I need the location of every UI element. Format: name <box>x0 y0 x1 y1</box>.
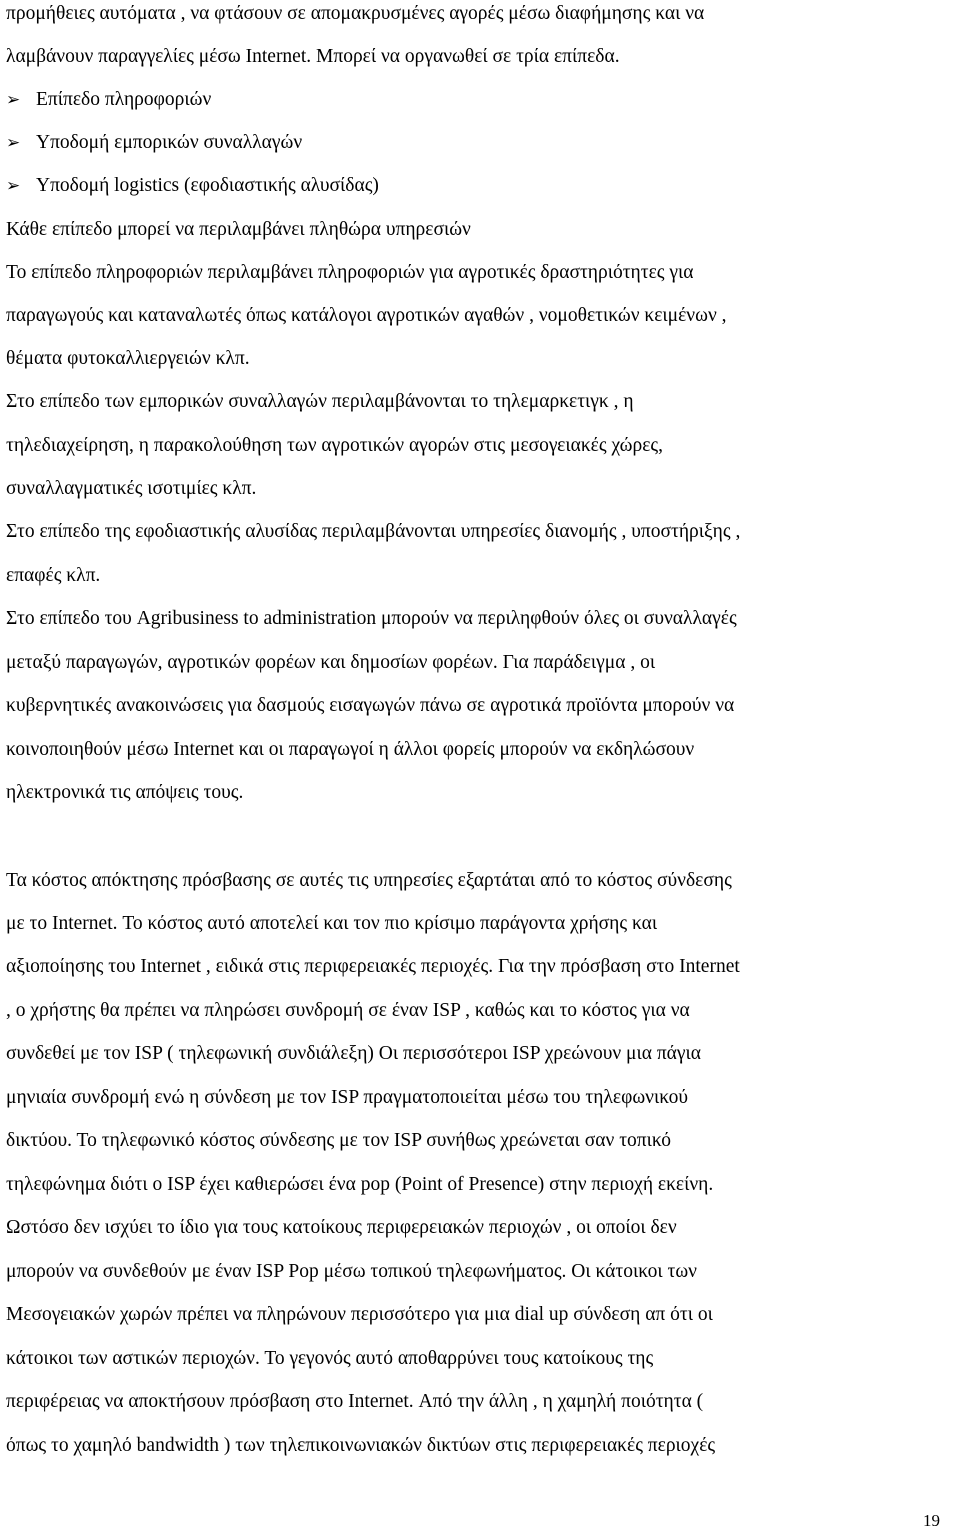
text-line: μεταξύ παραγωγών, αγροτικών φορέων και δημοσίων φορέων. Για παράδειγμα , οι <box>6 652 656 673</box>
text-line: παραγωγούς και καταναλωτές όπως κατάλογοι αγροτικών αγαθών , νομοθετικών κειμένων , <box>6 305 727 326</box>
text-line: επαφές κλπ. <box>6 565 101 586</box>
text-line: δικτύου. Το τηλεφωνικό κόστος σύνδεσης με τον ISP συνήθως χρεώνεται σαν τοπικό <box>6 1130 672 1151</box>
text-line: κάτοικοι των αστικών περιοχών. Το γεγονός αυτό αποθαρρύνει τους κατοίκους της <box>6 1348 654 1369</box>
text-line: αξιοποίησης του Internet , ειδικά στις περιφερειακές περιοχές. Για την πρόσβαση στο Internet <box>6 956 740 977</box>
text-line: Κάθε επίπεδο μπορεί να περιλαμβάνει πληθώρα υπηρεσιών <box>6 219 471 240</box>
text-line: λαμβάνουν παραγγελίες μέσω Internet. Μπορεί να οργανωθεί σε τρία επίπεδα. <box>6 46 620 67</box>
text-line: ηλεκτρονικά τις απόψεις τους. <box>6 782 244 803</box>
page-number: 19 <box>923 1511 940 1530</box>
arrow-bullet-icon: ➢ <box>6 133 21 153</box>
text-line: συναλλαγματικές ισοτιμίες κλπ. <box>6 478 257 499</box>
text-line: συνδεθεί με τον ISP ( τηλεφωνική συνδιάλεξη) Οι περισσότεροι ISP χρεώνουν μια πάγια <box>6 1043 701 1064</box>
text-line: τηλεφώνημα διότι ο ISP έχει καθιερώσει ένα pop (Point of Presence) στην περιοχή εκείνη. <box>6 1174 714 1195</box>
text-line: περιφέρειας να αποκτήσουν πρόσβαση στο Internet. Από την άλλη , η χαμηλή ποιότητα ( <box>6 1391 704 1412</box>
bullet-text: Επίπεδο πληροφοριών <box>36 89 212 110</box>
text-line: μπορούν να συνδεθούν με έναν ISP Pop μέσω τοπικού τηλεφωνήματος. Οι κάτοικοι των <box>6 1261 697 1282</box>
text-line: Στο επίπεδο των εμπορικών συναλλαγών περιλαμβάνονται το τηλεμαρκετιγκ , η <box>6 391 634 412</box>
arrow-bullet-icon: ➢ <box>6 176 21 196</box>
text-line: μηνιαία συνδρομή ενώ η σύνδεση με τον ISP πραγματοποιείται μέσω του τηλεφωνικού <box>6 1087 689 1108</box>
text-line: Ωστόσο δεν ισχύει το ίδιο για τους κατοίκους περιφερειακών περιοχών , οι οποίοι δεν <box>6 1217 677 1238</box>
text-line: Τα κόστος απόκτησης πρόσβασης σε αυτές τις υπηρεσίες εξαρτάται από το κόστος σύνδεσης <box>6 870 732 891</box>
text-line: Στο επίπεδο του Agribusiness to administration μπορούν να περιληφθούν όλες οι συναλλαγές <box>6 608 737 629</box>
bullet-list-item <box>6 131 302 155</box>
text-line: όπως το χαμηλό bandwidth ) των τηλεπικοινωνιακών δικτύων στις περιφερειακές περιοχές <box>6 1435 716 1456</box>
text-line: θέματα φυτοκαλλιεργειών κλπ. <box>6 348 250 369</box>
text-line: προμήθειες αυτόματα , να φτάσουν σε απομακρυσμένες αγορές μέσω διαφήμησης και να <box>6 3 705 24</box>
text-line: , ο χρήστης θα πρέπει να πληρώσει συνδρομή σε έναν ISP , καθώς και το κόστος για να <box>6 1000 690 1021</box>
text-line: Μεσογειακών χωρών πρέπει να πληρώνουν περισσότερο για μια dial up σύνδεση απ ότι οι <box>6 1304 713 1325</box>
text-line: Το επίπεδο πληροφοριών περιλαμβάνει πληροφοριών για αγροτικές δραστηριότητες για <box>6 262 694 283</box>
bullet-text: Υποδομή εμπορικών συναλλαγών <box>36 132 303 153</box>
bullet-text: Υποδομή logistics (εφοδιαστικής αλυσίδας) <box>36 175 379 196</box>
text-line: κυβερνητικές ανακοινώσεις για δασμούς εισαγωγών πάνω σε αγροτικά προϊόντα μπορούν να <box>6 695 735 716</box>
bullet-list-item <box>6 88 211 112</box>
bullet-list-item <box>6 174 379 198</box>
text-line: κοινοποιηθούν μέσω Internet και οι παραγωγοί η άλλοι φορείς μπορούν να εκδηλώσουν <box>6 739 695 760</box>
text-line: τηλεδιαχείρηση, η παρακολούθηση των αγροτικών αγορών στις μεσογειακές χώρες, <box>6 435 664 456</box>
text-line: Στο επίπεδο της εφοδιαστικής αλυσίδας περιλαμβάνονται υπηρεσίες διανομής , υποστήριξης , <box>6 521 741 542</box>
text-line: με το Internet. Το κόστος αυτό αποτελεί και τον πιο κρίσιμο παράγοντα χρήσης και <box>6 913 658 934</box>
arrow-bullet-icon: ➢ <box>6 90 21 110</box>
